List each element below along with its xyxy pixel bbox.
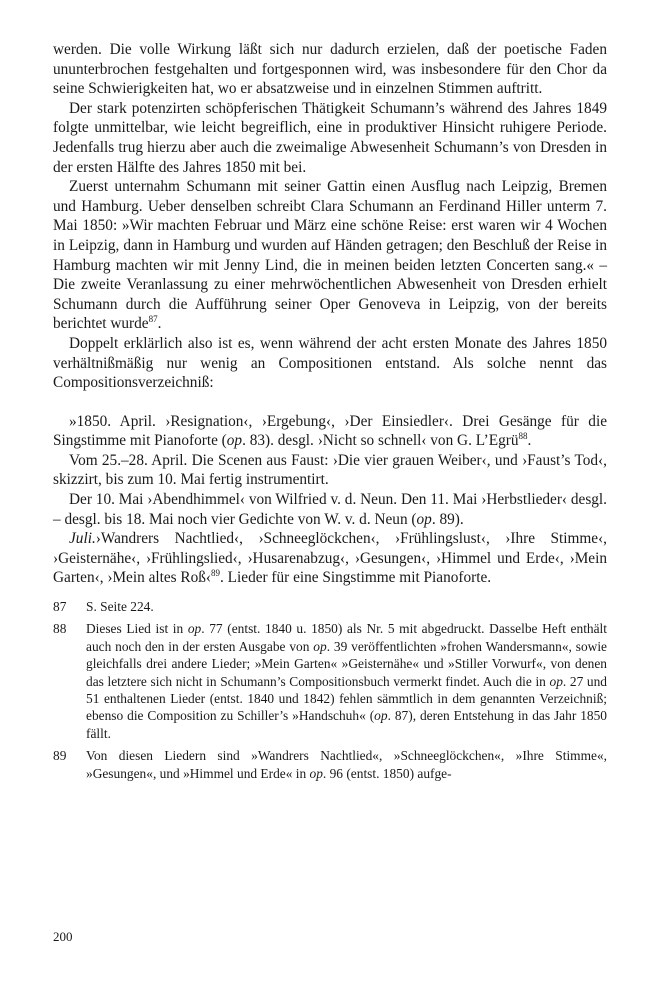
paragraph-1849: [53, 99, 607, 177]
footnote-text: . 39 veröffentlichten »frohen Wandersmann«, sowie gleichfalls drei andere Lieder; »Mein Garten« »Geisternähe« und »Stiller Vorwurf«, von denen das letztere sich nicht in Schumann’s Compositionsbuch vermerkt findet. Auch die in: [86, 638, 607, 689]
opus-abbrev: op: [187, 621, 202, 637]
footnote-88: [53, 620, 607, 742]
opus-abbrev: op: [226, 432, 243, 450]
catalog-text: . 83). desgl. ›Nicht so schnell‹ von G. L’Egrü: [242, 432, 519, 450]
footnote-text: . 27 und 51 enthaltenen Lieder (entst. 1840 und 1842) fehlen sämmtlich in dem genannten Verzeichniß; ebenso die Composition zu Schiller’s »Handschuh« (: [86, 673, 607, 724]
catalog-text: Vom 25.–28. April. Die Scenen aus Faust: ›Die vier grauen Weiber‹, und ›Faust’s Tod‹, skizzirt, bis zum 10. Mai fertig instrumentirt.: [53, 451, 607, 489]
footnote-text: . 96 (entst. 1850) aufge-: [322, 765, 452, 781]
catalog-text: ›Wandrers Nachtlied‹, ›Schneeglöckchen‹, ›Frühlingslust‹, ›Ihre Stimme‹, ›Geisternähe‹, ›Frühlingslied‹, ›Husarenabzug‹, ›Gesungen‹, ›Himmel und Erde‹, ›Mein Garten‹, ›Mein altes Roß‹: [53, 530, 607, 587]
footnote-text: Von diesen Liedern sind »Wandrers Nachtlied«, »Schneeglöckchen«, »Ihre Stimme«, »Gesungen«, und »Himmel und Erde« in: [86, 748, 607, 781]
catalog-text: Der 10. Mai ›Abendhimmel‹ von Wilfried v. d. Neun. Den 11. Mai ›Herbstlieder‹ desgl. – desgl. bis 18. Mai noch vier Gedichte von W. v. d. Neun (: [53, 491, 607, 528]
opus-abbrev: op: [416, 510, 432, 528]
footnote-87: [53, 598, 607, 615]
paragraph-text: Doppelt erklärlich also ist es, wenn während der acht ersten Monate des Jahres 1850 verhältnißmäßig nur wenig an Compositionen entstand. Als solche nennt das Compositionsverzeichniß:: [53, 334, 607, 392]
catalog-entry-faust: [53, 451, 607, 490]
footnote-ref-89[interactable]: 89: [211, 568, 221, 579]
paragraph-journey: [53, 177, 607, 334]
footnote-text: . 77 (entst. 1840 u. 1850) als Nr. 5 mit abgedruckt. Dasselbe Heft enthält auch noch den in der ersten Ausgabe von: [86, 621, 607, 654]
opus-abbrev: op: [549, 673, 563, 689]
catalog-entry-april: [53, 412, 607, 451]
paragraph-text: werden. Die volle Wirkung läßt sich nur dadurch erzielen, daß der poetische Faden ununterbrochen festgehalten und fortgesponnen wird, was insbesondere für den Chor da seine Schwierigkeiten hat, wo er absatzweise und in einzelnen Stimmen auftritt.: [53, 41, 607, 98]
paragraph-1850: [53, 334, 607, 393]
paragraph-text: Zuerst unternahm Schumann mit seiner Gattin einen Ausflug nach Leipzig, Bremen und Hamburg. Ueber denselben schreibt Clara Schumann an Ferdinand Hiller unterm 7. Mai 1850: »Wir machten Februar und März eine schöne Reise: erst waren wir 4 Wochen in Leipzig, dann in Hamburg und wurden auf Händen getragen; den Beschluß der Reise in Hamburg machten wir mit Jenny Lind, die in meinen beiden letzten Concerten sang.« – Die zweite Veranlassung zu einer mehrwöchentlichen Abwesenheit von Dresden erhielt Schumann durch die Aufführung seiner Oper Genoveva in Leipzig, von der bereits berichtet wurde: [53, 178, 607, 333]
catalog-text: .: [527, 432, 532, 450]
footnote-89: [53, 747, 607, 782]
catalog-entry-may: [53, 490, 607, 529]
footnote-ref-88[interactable]: 88: [518, 431, 528, 442]
catalog-text: . 89).: [431, 510, 464, 528]
catalog-text: »1850. April. ›Resignation‹, ›Ergebung‹, ›Der Einsiedler‹. Drei Gesänge für die Singstimme mit Pianoforte (: [53, 412, 607, 450]
paragraph-continuation: [53, 40, 607, 99]
section-gap: [53, 393, 607, 412]
opus-abbrev: op: [313, 638, 327, 654]
footnotes: [53, 598, 607, 782]
page: [53, 40, 607, 787]
paragraph-text-tail: .: [157, 315, 162, 333]
catalog-entry-july: [53, 529, 607, 588]
opus-abbrev: op: [309, 765, 323, 781]
footnote-number: 88: [53, 621, 67, 637]
month-label: Juli.: [69, 530, 96, 548]
opus-abbrev: op: [374, 708, 388, 724]
catalog-text: . Lieder für eine Singstimme mit Pianoforte.: [220, 569, 492, 587]
footnote-text: . 87), deren Entstehung in das Jahr 1850 fällt.: [86, 708, 607, 741]
main-text: [53, 40, 607, 588]
footnote-text: S. Seite 224.: [86, 599, 154, 615]
footnote-number: 87: [53, 599, 67, 615]
footnote-text: Dieses Lied ist in: [86, 621, 188, 637]
footnote-ref-87[interactable]: 87: [148, 314, 158, 325]
footnote-number: 89: [53, 748, 67, 764]
page-number: 200: [53, 929, 73, 944]
paragraph-text: Der stark potenzirten schöpferischen Thätigkeit Schumann’s während des Jahres 1849 folgte unmittelbar, wie leicht begreiflich, eine in produktiver Hinsicht ruhigere Periode. Jedenfalls trug hierzu aber auch die zweimalige Abwesenheit Schumann’s von Dresden in der ersten Hälfte des Jahres 1850 mit bei.: [53, 99, 607, 176]
